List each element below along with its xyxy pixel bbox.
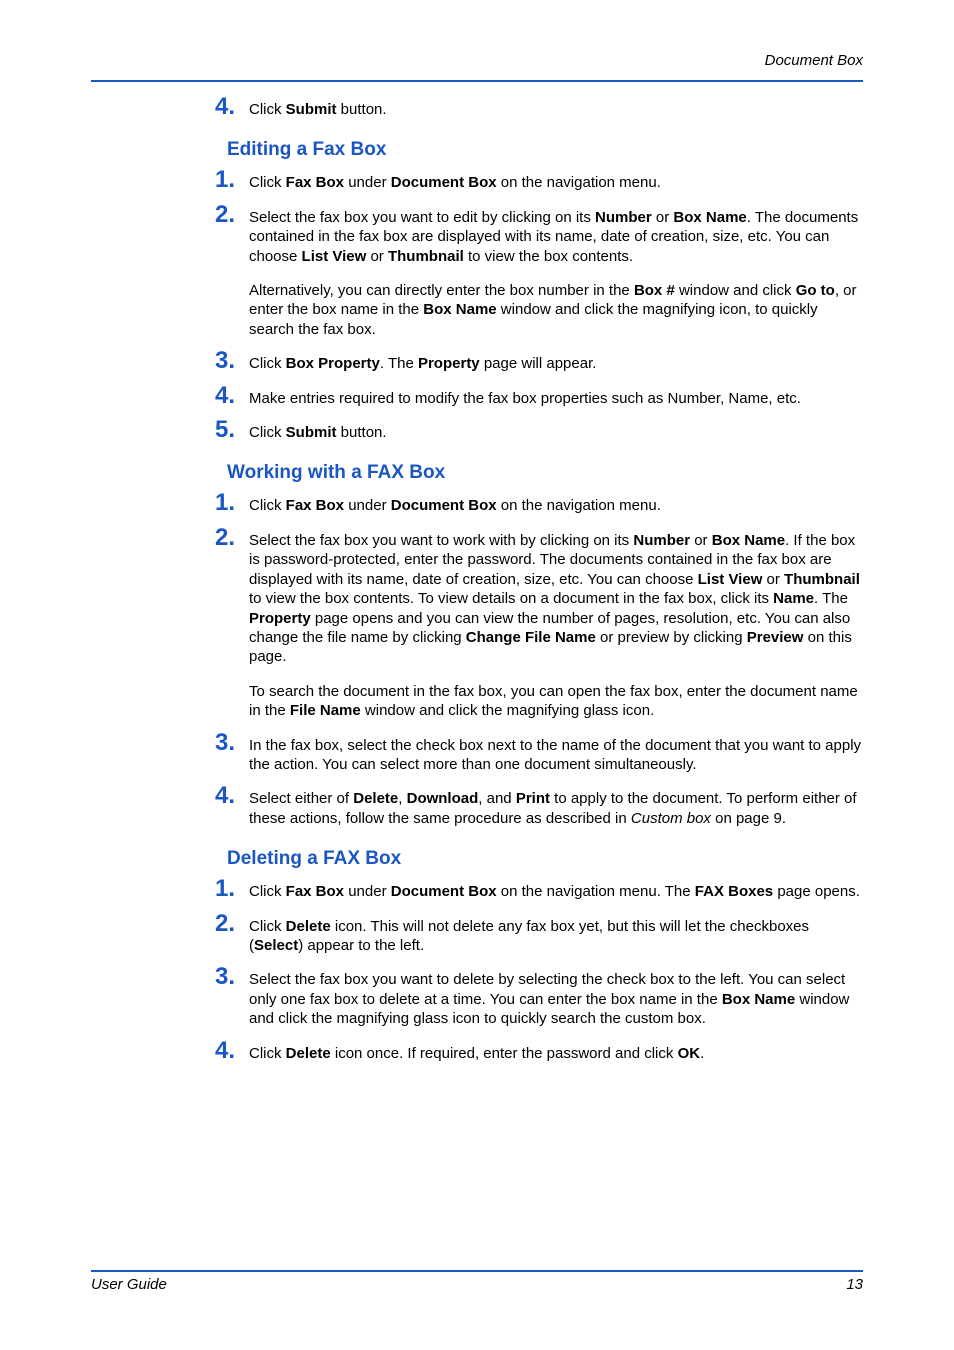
step-text: Click Submit button. bbox=[249, 424, 387, 442]
step-text: Select the fax box you want to work with by clicking on its Number or Box Name. If the box is password-protected, enter the password. The documents contained in the fax box are displayed with its name, date of creation, size, etc. You can choose List View or Thumbnail to view the box contents. To view details on a document in the fax box, click its Name. The Property page opens and you can view the number of pages, resolution, etc. You can also change the file name by clicking Change File Name or preview by clicking Preview on this page. bbox=[249, 531, 860, 666]
section-heading: Working with a FAX Box bbox=[227, 462, 446, 484]
step-number: 2. bbox=[215, 909, 236, 937]
step-number: 1. bbox=[215, 166, 236, 194]
step-item bbox=[91, 489, 863, 517]
step-item bbox=[91, 909, 863, 956]
document-content bbox=[91, 93, 863, 1078]
step-number: 4. bbox=[215, 93, 236, 120]
step-item bbox=[91, 875, 863, 903]
footer-left-label: User Guide bbox=[91, 1276, 167, 1293]
step-text: Click Fax Box under Document Box on the navigation menu. bbox=[249, 497, 661, 515]
step-number: 4. bbox=[215, 381, 236, 409]
step-number: 1. bbox=[215, 489, 236, 517]
step-text: Select either of Delete, Download, and Print to apply to the document. To perform either of these actions, follow the same procedure as described in Custom box on page 9. bbox=[249, 790, 857, 827]
section-heading: Editing a Fax Box bbox=[227, 139, 387, 161]
step-item bbox=[91, 166, 863, 194]
step-text: In the fax box, select the check box next to the name of the document that you want to apply the action. You can select more than one document simultaneously. bbox=[249, 736, 862, 773]
step-number: 3. bbox=[215, 963, 236, 991]
step-item bbox=[91, 1036, 863, 1064]
step-item bbox=[91, 93, 863, 120]
step-text: Click Fax Box under Document Box on the navigation menu. bbox=[249, 174, 661, 192]
header-rule bbox=[91, 80, 863, 82]
step-item bbox=[91, 347, 863, 375]
section-heading: Deleting a FAX Box bbox=[227, 848, 402, 870]
step-text: Make entries required to modify the fax box properties such as Number, Name, etc. bbox=[249, 389, 801, 407]
step-number: 4. bbox=[215, 1036, 236, 1064]
step-number: 3. bbox=[215, 347, 236, 375]
step-item bbox=[91, 416, 863, 444]
step-text: Click Delete icon once. If required, enter the password and click OK. bbox=[249, 1044, 705, 1062]
step-item bbox=[91, 963, 863, 1028]
footer-rule bbox=[91, 1270, 863, 1272]
step-number: 2. bbox=[215, 200, 236, 228]
step-number: 4. bbox=[215, 782, 236, 810]
step-number: 1. bbox=[215, 875, 236, 903]
step-text: To search the document in the fax box, you can open the fax box, enter the document name in the File Name window and click the magnifying glass icon. bbox=[249, 682, 858, 720]
step-item bbox=[91, 782, 863, 828]
step-text: Click Delete icon. This will not delete any fax box yet, but this will let the checkboxes (Select) appear to the left. bbox=[249, 917, 810, 954]
step-item bbox=[91, 200, 863, 339]
step-item bbox=[91, 728, 863, 775]
step-text: Click Submit button. bbox=[249, 101, 387, 118]
step-text: Click Fax Box under Document Box on the navigation menu. The FAX Boxes page opens. bbox=[249, 883, 860, 901]
step-text: Select the fax box you want to delete by selecting the check box to the left. You can select only one fax box to delete at a time. You can enter the box name in the Box Name window and click the magnifying glass icon to quickly search the custom box. bbox=[249, 971, 850, 1028]
step-text: Click Box Property. The Property page will appear. bbox=[249, 355, 597, 373]
step-text: Select the fax box you want to edit by clicking on its Number or Box Name. The documents contained in the fax box are displayed with its name, date of creation, size, etc. You can choose List View or Thumbnail to view the box contents. bbox=[249, 208, 859, 265]
step-item bbox=[91, 523, 863, 721]
page-header-title: Document Box bbox=[764, 52, 863, 69]
step-number: 5. bbox=[215, 416, 236, 444]
step-item bbox=[91, 381, 863, 409]
step-text: Alternatively, you can directly enter the box number in the Box # window and click Go to, or enter the box name in the Box Name window and click the magnifying icon, to quickly search the fax box. bbox=[249, 282, 857, 338]
step-number: 3. bbox=[215, 728, 236, 756]
step-number: 2. bbox=[215, 523, 236, 551]
page-number: 13 bbox=[846, 1276, 863, 1293]
